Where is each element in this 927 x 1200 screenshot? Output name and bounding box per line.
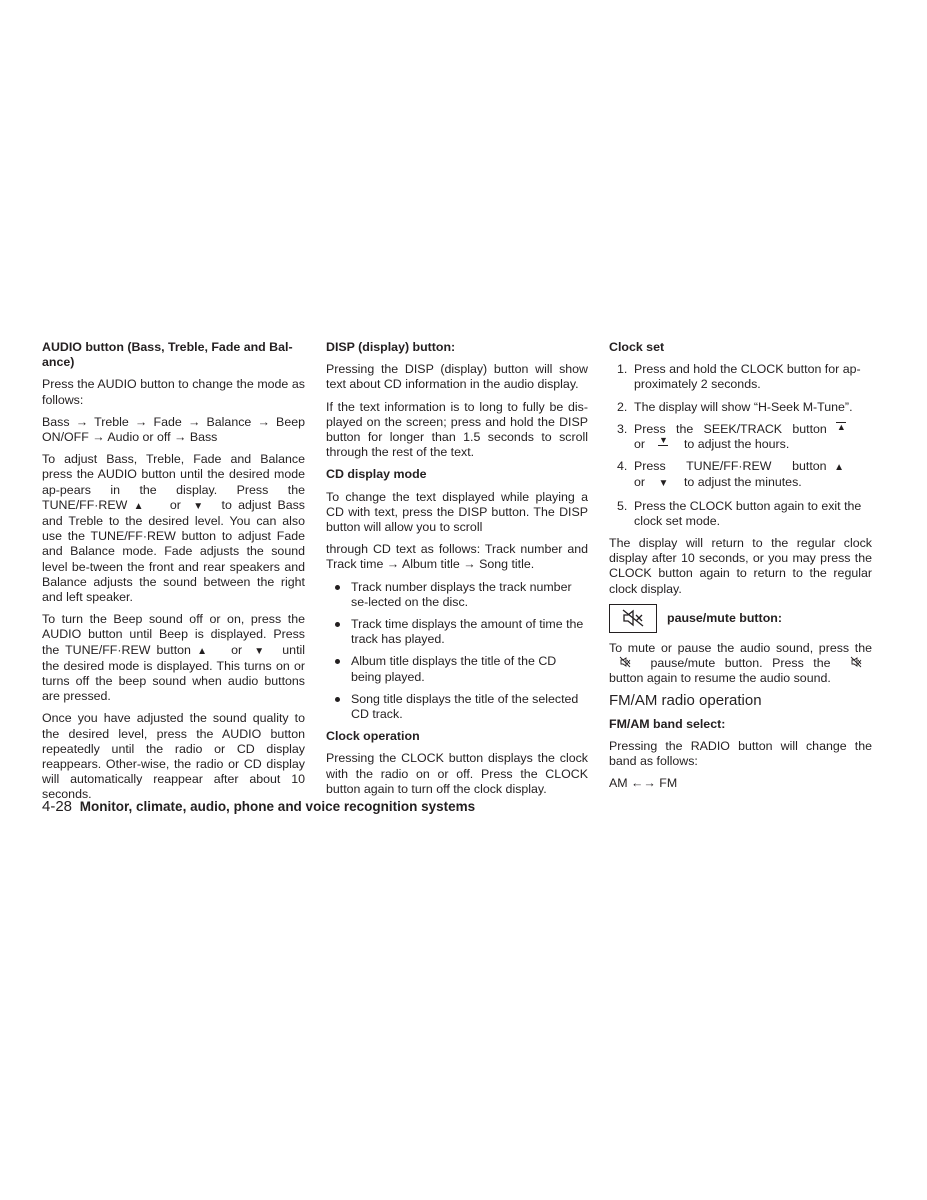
paragraph: If the text information is to long to fully be dis-played on the screen; press and hold the DISP button for longer than 1.5 seconds to scroll through the rest of the text. (326, 399, 588, 460)
paragraph: Once you have adjusted the sound quality to the desired level, press the AUDIO button repeatedly until the radio or CD display reappears. Other-wise, the radio or CD display will automatically reappear after about 10 seconds. (42, 711, 305, 802)
numbered-step: 5. Press the CLOCK button again to exit the clock set mode. (617, 498, 862, 528)
clock-operation-heading: Clock operation (326, 729, 420, 744)
mute-icon (609, 604, 657, 633)
bullet-icon (335, 697, 340, 702)
paragraph: AM ←→ FM (609, 776, 678, 791)
list-item: Song title displays the title of the selected CD track. (326, 692, 588, 722)
bullet-icon (335, 659, 340, 664)
numbered-step: 3. Press the SEEK/TRACK button ▲ or ▼ to adjust the hours. (617, 421, 846, 452)
mute-small-icon (850, 656, 862, 668)
cd-display-mode-heading: CD display mode (326, 467, 427, 482)
paragraph: The display will return to the regular clock display after 10 seconds, or you may press the CLOCK button again to return to the regular clock display. (609, 536, 872, 596)
paragraph: To turn the Beep sound off or on, press the AUDIO button until Beep is displayed. Press the TUNE/FF·REW button ▲ or ▼ until the desired mode is displayed. This turns on or turns off the beep sound when audio buttons are pressed. (42, 612, 306, 704)
down-arrow-icon: ▼ (193, 500, 204, 512)
list-item: Album title displays the title of the CD being played. (326, 654, 588, 684)
numbered-step: 2. The display will show “H-Seek M-Tune”. (617, 399, 853, 414)
page-number: 4-28 (42, 798, 73, 815)
band-select-heading: FM/AM band select: (609, 716, 726, 731)
paragraph: To change the text displayed while playing a CD with text, press the DISP button. The DISP button will allow you to scroll (326, 489, 588, 535)
numbered-step: 1. Press and hold the CLOCK button for ap-proximately 2 seconds. (617, 362, 861, 392)
mute-heading-row (609, 604, 872, 633)
column-right (609, 340, 872, 798)
paragraph: Bass → Treble → Fade → Balance → Beep ON/OFF → Audio or off → Bass (42, 414, 305, 445)
list-item: Track time displays the amount of time the track has played. (326, 617, 588, 647)
chapter-title: Monitor, climate, audio, phone and voice recognition systems (79, 799, 476, 814)
page-footer (42, 798, 475, 815)
column-left (42, 340, 305, 810)
list-item: Track number displays the track number se-lected on the disc. (326, 580, 588, 610)
bullet-icon (335, 622, 340, 627)
up-arrow-icon: ▲ (197, 645, 207, 657)
numbered-step: 4. Press TUNE/FF·REW button ▲ or ▼ to adjust the minutes. (609, 459, 872, 491)
seek-down-icon: ▼ (659, 434, 668, 445)
up-arrow-icon: ▲ (133, 500, 144, 512)
paragraph: Pressing the DISP (display) button will show text about CD information in the audio display. (326, 362, 588, 392)
down-arrow-icon: ▼ (254, 645, 265, 657)
mute-small-icon (619, 656, 631, 668)
column-middle (326, 340, 588, 804)
down-arrow-icon: ▼ (658, 478, 669, 490)
disp-button-heading: DISP (display) button: (326, 340, 456, 354)
seek-up-icon: ▲ (836, 421, 846, 432)
audio-button-heading: AUDIO button (Bass, Treble, Fade and Bal-ance) (42, 340, 293, 370)
paragraph: through CD text as follows: Track number and Track time → Album title → Song title. (326, 542, 588, 572)
clock-set-heading: Clock set (609, 340, 665, 354)
section-title: FM/AM radio operation (609, 692, 762, 710)
paragraph: To mute or pause the audio sound, press the pause/mute button. Press the button again to resume the audio sound. (609, 640, 872, 686)
paragraph: To adjust Bass, Treble, Fade and Balance press the AUDIO button until the desired mode ap-pears in the display. Press the TUNE/FF·REW ▲ or ▼ to adjust Bass and Treble to the desired level. You can also use the TUNE/FF·REW button to adjust Fade and Balance mode. Fade adjusts the sound level be-tween the front and rear speakers and Balance adjusts the sound between the right and left speaker. (42, 452, 305, 605)
paragraph: Press the AUDIO button to change the mode as follows: (42, 377, 305, 407)
paragraph: Pressing the RADIO button will change the band as follows: (609, 738, 872, 769)
bullet-icon (335, 585, 340, 590)
up-arrow-icon: ▲ (834, 462, 844, 474)
paragraph: Pressing the CLOCK button displays the clock with the radio on or off. Press the CLOCK button again to turn off the clock display. (326, 751, 588, 796)
mute-heading: pause/mute button: (667, 610, 782, 625)
